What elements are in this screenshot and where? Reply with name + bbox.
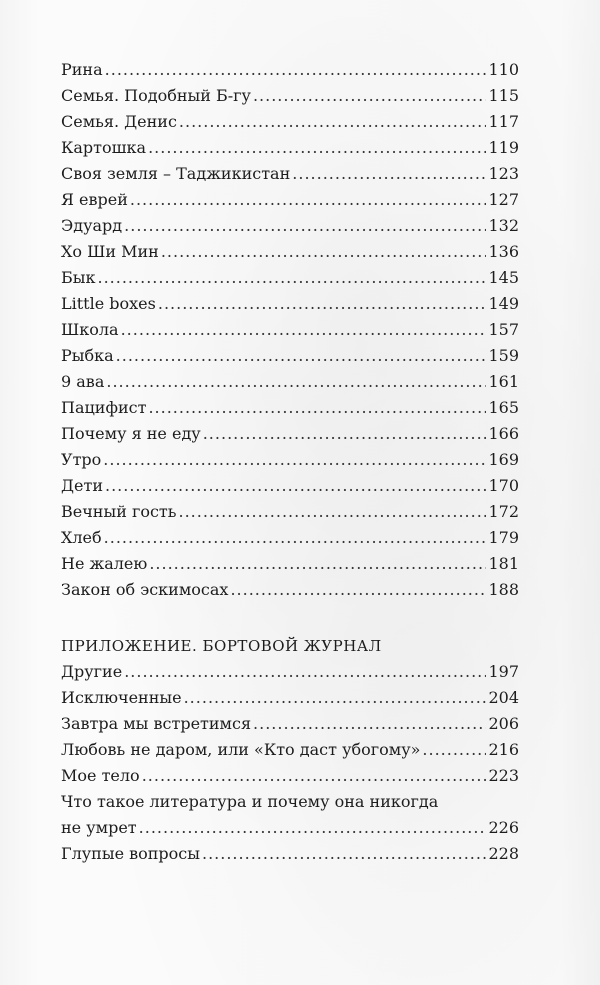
- toc-entry-title: Исключенные: [61, 688, 182, 707]
- toc-entry-title: Не жалею: [61, 554, 148, 573]
- toc-entry-title: Little boxes: [61, 294, 156, 313]
- toc-entry-title: Любовь не даром, или «Кто даст убогому»: [61, 740, 421, 759]
- toc-entry-title: Мое тело: [61, 766, 140, 785]
- toc-entry-title: Глупые вопросы: [61, 844, 200, 863]
- dot-leader: [149, 551, 486, 577]
- dot-leader: [253, 83, 487, 109]
- toc-entry-title: Дети: [61, 476, 103, 495]
- toc-entry-page: 226: [488, 818, 519, 837]
- toc-entry: [61, 685, 519, 711]
- toc-entry-page: 119: [488, 138, 519, 157]
- dot-leader: [105, 57, 487, 83]
- dot-leader: [142, 763, 487, 789]
- toc-entry: [61, 447, 519, 473]
- toc-entry: [61, 551, 519, 577]
- toc-entry-page: 172: [488, 502, 519, 521]
- toc-entry-page: 170: [488, 476, 519, 495]
- toc-entry-page: 161: [488, 372, 519, 391]
- toc-entry: [61, 421, 519, 447]
- toc-entry-title: Семья. Денис: [61, 112, 177, 131]
- toc-entry-title: Закон об эскимосах: [61, 580, 229, 599]
- toc-entry: [61, 711, 519, 737]
- toc-entry-title: Школа: [61, 320, 119, 339]
- toc-entry-title: Эдуард: [61, 216, 123, 235]
- toc-entry-title: Хлеб: [61, 528, 102, 547]
- toc-entry: [61, 109, 519, 135]
- dot-leader: [148, 395, 486, 421]
- dot-leader: [103, 447, 486, 473]
- toc-entry-page: 181: [488, 554, 519, 573]
- toc-entry-page: 188: [488, 580, 519, 599]
- toc-entry: [61, 317, 519, 343]
- toc-entry: [61, 135, 519, 161]
- dot-leader: [98, 265, 487, 291]
- toc-entry-title: Бык: [61, 268, 96, 287]
- toc-entry-page: 123: [488, 164, 519, 183]
- dot-leader: [124, 213, 486, 239]
- toc-entry-title: Рина: [61, 60, 103, 79]
- toc-entry-page: 169: [488, 450, 519, 469]
- toc-entry-page: 132: [488, 216, 519, 235]
- toc-entry-title: Другие: [61, 662, 123, 681]
- toc-entry: [61, 473, 519, 499]
- toc-entry: [61, 525, 519, 551]
- toc-entry-title: 9 ава: [61, 372, 105, 391]
- toc-entry: [61, 499, 519, 525]
- dot-leader: [124, 659, 486, 685]
- toc-entry-page: 216: [488, 740, 519, 759]
- toc-entry: [61, 83, 519, 109]
- table-of-contents: [61, 57, 519, 867]
- dot-leader: [422, 737, 486, 763]
- toc-entry-page: 159: [488, 346, 519, 365]
- toc-entry-title: Завтра мы встретимся: [61, 714, 252, 733]
- toc-entry: [61, 343, 519, 369]
- toc-entry-page: 127: [488, 190, 519, 209]
- toc-entry: [61, 395, 519, 421]
- toc-entry-page: 223: [488, 766, 519, 785]
- toc-entry: [61, 737, 519, 763]
- toc-entry-page: 145: [488, 268, 519, 287]
- toc-entry-page: 110: [488, 60, 519, 79]
- toc-entry-title-line2: не умрет: [61, 818, 137, 837]
- toc-entry-page: 149: [488, 294, 519, 313]
- toc-entry-title-line1: Что такое литература и почему она никогда: [61, 792, 439, 811]
- toc-entry-page: 136: [488, 242, 519, 261]
- toc-entry: [61, 841, 519, 867]
- toc-entry-title: Пацифист: [61, 398, 147, 417]
- dot-leader: [179, 109, 487, 135]
- toc-entry: [61, 239, 519, 265]
- toc-entry: [61, 161, 519, 187]
- toc-entry-title: Рыбка: [61, 346, 114, 365]
- dot-leader: [104, 525, 487, 551]
- toc-entry-page: 157: [488, 320, 519, 339]
- toc-entry: [61, 187, 519, 213]
- toc-entry: [61, 369, 519, 395]
- toc-entry-title: Хо Ши Мин: [61, 242, 159, 261]
- toc-entry: [61, 577, 519, 603]
- dot-leader: [179, 499, 487, 525]
- toc-entry: [61, 291, 519, 317]
- dot-leader: [130, 187, 487, 213]
- toc-entry-page: 117: [488, 112, 519, 131]
- dot-leader: [106, 369, 486, 395]
- dot-leader: [148, 135, 486, 161]
- toc-entry: [61, 57, 519, 83]
- toc-entry-title: Почему я не еду: [61, 424, 201, 443]
- toc-entry-title: Вечный гость: [61, 502, 177, 521]
- toc-entry-page: 179: [488, 528, 519, 547]
- toc-entry-page: 228: [488, 844, 519, 863]
- toc-entry-page: 206: [488, 714, 519, 733]
- dot-leader: [161, 239, 487, 265]
- toc-entry: [61, 265, 519, 291]
- dot-leader: [230, 577, 486, 603]
- appendix-heading: ПРИЛОЖЕНИЕ. БОРТОВОЙ ЖУРНАЛ: [61, 637, 382, 655]
- dot-leader: [202, 841, 486, 867]
- toc-entry-title: Семья. Подобный Б-гу: [61, 86, 251, 105]
- dot-leader: [105, 473, 486, 499]
- dot-leader: [292, 161, 486, 187]
- toc-entry-title: Утро: [61, 450, 102, 469]
- dot-leader: [203, 421, 487, 447]
- dot-leader: [253, 711, 486, 737]
- toc-entry: [61, 659, 519, 685]
- dot-leader: [121, 317, 487, 343]
- dot-leader: [139, 815, 487, 841]
- toc-entry-title: Я еврей: [61, 190, 128, 209]
- toc-entry-page: 204: [488, 688, 519, 707]
- toc-entry-wrapped: [61, 789, 519, 841]
- toc-entry-title: Картошка: [61, 138, 147, 157]
- toc-entry-continuation: [61, 815, 519, 841]
- toc-entry-page: 197: [488, 662, 519, 681]
- toc-entry-page: 165: [488, 398, 519, 417]
- dot-leader: [158, 291, 487, 317]
- dot-leader: [116, 343, 487, 369]
- toc-entry-page: 115: [488, 86, 519, 105]
- toc-entry-page: 166: [488, 424, 519, 443]
- toc-entry: [61, 213, 519, 239]
- dot-leader: [184, 685, 487, 711]
- toc-entry-title: Своя земля – Таджикистан: [61, 164, 291, 183]
- toc-entry: [61, 763, 519, 789]
